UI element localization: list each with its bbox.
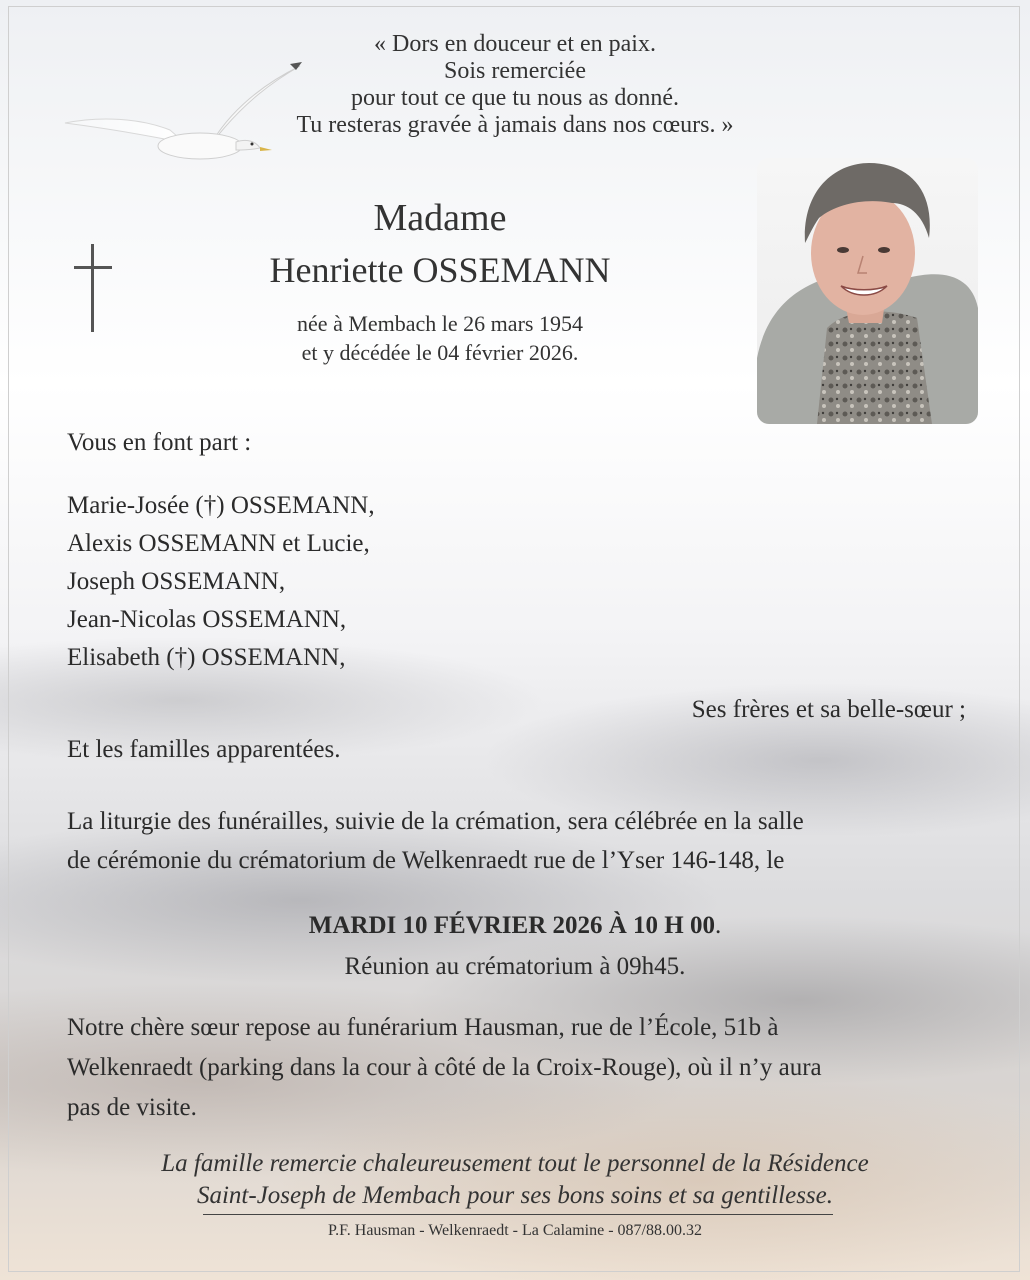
family-member: Joseph OSSEMANN, (67, 568, 286, 595)
ceremony-line-2: de cérémonie du crématorium de Welkenraedt rue de l’Yser 146-148, le (67, 847, 785, 874)
funeral-home-line-3: pas de visite. (67, 1094, 197, 1121)
funeral-home-line-2: Welkenraedt (parking dans la cour à côté de la Croix-Rouge), où il n’y aura (67, 1054, 822, 1081)
family-member: Elisabeth (†) OSSEMANN, (67, 644, 346, 671)
cross-icon (72, 244, 114, 334)
quote-line-1: « Dors en douceur et en paix. (374, 31, 656, 57)
meeting-line: Réunion au crématorium à 09h45. (344, 953, 686, 980)
footer-text: P.F. Hausman - Welkenraedt - La Calamine - 087/88.00.32 (328, 1222, 702, 1239)
announcement-intro: Vous en font part : (67, 429, 252, 456)
family-member: Alexis OSSEMANN et Lucie, (67, 530, 370, 557)
thanks-line-1: La famille remercie chaleureusement tout le personnel de la Résidence (161, 1150, 869, 1177)
quote-line-4: Tu resteras gravée à jamais dans nos cœurs. » (296, 112, 734, 138)
death-line: et y décédée le 04 février 2026. (301, 340, 579, 365)
deceased-name: Henriette OSSEMANN (269, 250, 611, 290)
footer-divider (203, 1214, 833, 1215)
funeral-home-line-1: Notre chère sœur repose au funérarium Hausman, rue de l’École, 51b à (67, 1014, 779, 1041)
portrait-photo (757, 158, 978, 424)
family-member: Marie-Josée (†) OSSEMANN, (67, 492, 375, 519)
family-member: Jean-Nicolas OSSEMANN, (67, 606, 347, 633)
relation-line: Ses frères et sa belle-sœur ; (691, 696, 966, 723)
ceremony-line-1: La liturgie des funérailles, suivie de la crémation, sera célébrée en la salle (67, 808, 804, 835)
birth-line: née à Membach le 26 mars 1954 (297, 311, 583, 336)
quote-line-2: Sois remerciée (444, 58, 586, 84)
ceremony-date-row (0, 910, 1030, 942)
title-madame: Madame (373, 197, 507, 239)
relatives-line: Et les familles apparentées. (67, 736, 341, 763)
ceremony-date-period: . (715, 912, 722, 939)
thanks-line-2: Saint-Joseph de Membach pour ses bons soins et sa gentillesse. (196, 1182, 834, 1209)
quote-line-3: pour tout ce que tu nous as donné. (351, 85, 679, 111)
ceremony-date: MARDI 10 FÉVRIER 2026 À 10 H 00 (308, 912, 715, 939)
